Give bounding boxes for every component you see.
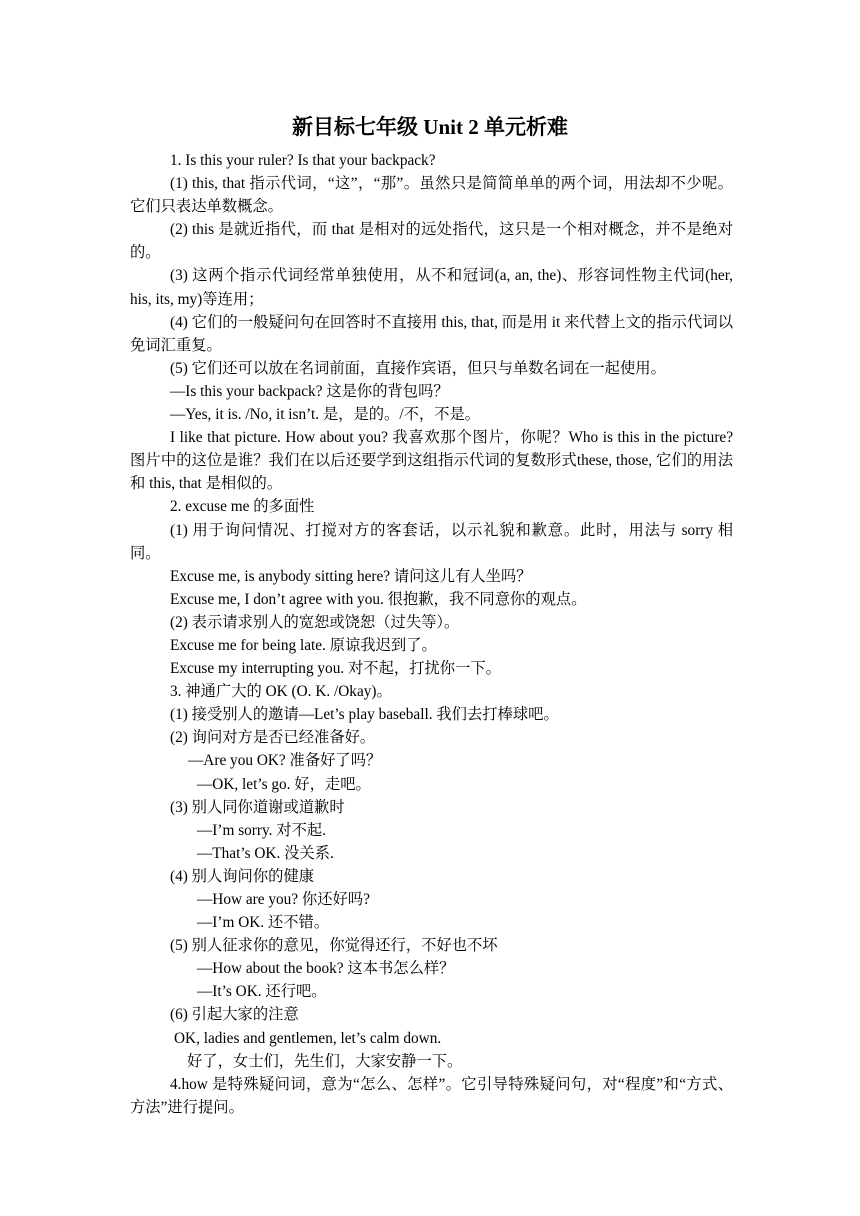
list-item: (2) 表示请求别人的宽恕或饶恕（过失等）。 [170, 613, 460, 631]
example-line: OK, ladies and gentlemen, let’s calm down. [174, 1029, 442, 1047]
paragraph: (4) 它们的一般疑问句在回答时不直接用 this, that, 而是用 it 来代替上文的指示代词以免词汇重复。 [130, 313, 733, 354]
example-line: 好了，女士们，先生们，大家安静一下。 [187, 1052, 463, 1070]
example-line: —I’m sorry. 对不起. [197, 821, 327, 839]
example-line: Excuse me for being late. 原谅我迟到了。 [170, 636, 437, 654]
paragraph: (5) 它们还可以放在名词前面，直接作宾语，但只与单数名词在一起使用。 [170, 359, 666, 377]
paragraph: (2) this 是就近指代，而 that 是相对的远处指代，这只是一个相对概念，并不是绝对的。 [130, 221, 733, 262]
list-item: (2) 询问对方是否已经准备好。 [170, 729, 376, 747]
document-body [130, 149, 733, 1119]
list-item: (3) 别人同你道谢或道歉时 [170, 798, 345, 816]
section-heading: 3. 神通广大的 OK (O. K. /Okay)。 [170, 683, 392, 701]
section-heading: 2. excuse me 的多面性 [170, 498, 315, 516]
example-line: Excuse me, I don’t agree with you. 很抱歉，我不同意你的观点。 [170, 590, 587, 608]
example-line: Excuse me, is anybody sitting here? 请问这儿有人坐吗？ [170, 567, 532, 585]
list-item: (5) 别人征求你的意见，你觉得还行，不好也不坏 [170, 937, 498, 955]
list-item: (1) 接受别人的邀请—Let’s play baseball. 我们去打棒球吧。 [170, 706, 559, 724]
paragraph: I like that picture. How about you? 我喜欢那个图片，你呢？Who is this in the picture? 图片中的这位是谁？我们在以后还要学到这组指示代词的复数形式these, those, 它们的用法和 this, that 是相似的。 [130, 429, 733, 493]
section-heading: 4.how 是特殊疑问词，意为“怎么、怎样”。它引导特殊疑问句，对“程度”和“方式、方法”进行提问。 [130, 1075, 733, 1116]
paragraph: (3) 这两个指示代词经常单独使用，从不和冠词(a, an, the)、形容词性物主代词(her, his, its, my)等连用； [130, 267, 733, 308]
example-line: Excuse my interrupting you. 对不起，打扰你一下。 [170, 660, 501, 678]
example-line: —OK, let’s go. 好，走吧。 [197, 775, 371, 793]
example-line: —Yes, it is. /No, it isn’t. 是，是的。/不，不是。 [170, 406, 481, 424]
example-line: —How are you? 你还好吗? [197, 891, 370, 908]
paragraph: (1) 用于询问情况、打搅对方的客套话，以示礼貌和歉意。此时，用法与 sorry 相同。 [130, 521, 733, 562]
paragraph: (1) this, that 指示代词，“这”，“那”。虽然只是简简单单的两个词，用法却不少呢。它们只表达单数概念。 [130, 175, 733, 216]
example-line: —Is this your backpack? 这是你的背包吗？ [170, 382, 449, 400]
example-line: —I’m OK. 还不错。 [197, 914, 330, 932]
list-item: (6) 引起大家的注意 [170, 1006, 299, 1024]
document-title: 新目标七年级 Unit 2 单元析难 [292, 115, 568, 139]
list-item: (4) 别人询问你的健康 [170, 867, 315, 885]
example-line: —It’s OK. 还行吧。 [197, 983, 327, 1001]
example-line: —How about the book? 这本书怎么样？ [197, 960, 455, 978]
section-heading: 1. Is this your ruler? Is that your backpack? [170, 152, 436, 169]
example-line: —That’s OK. 没关系. [197, 844, 334, 862]
example-line: —Are you OK? 准备好了吗？ [188, 752, 382, 770]
